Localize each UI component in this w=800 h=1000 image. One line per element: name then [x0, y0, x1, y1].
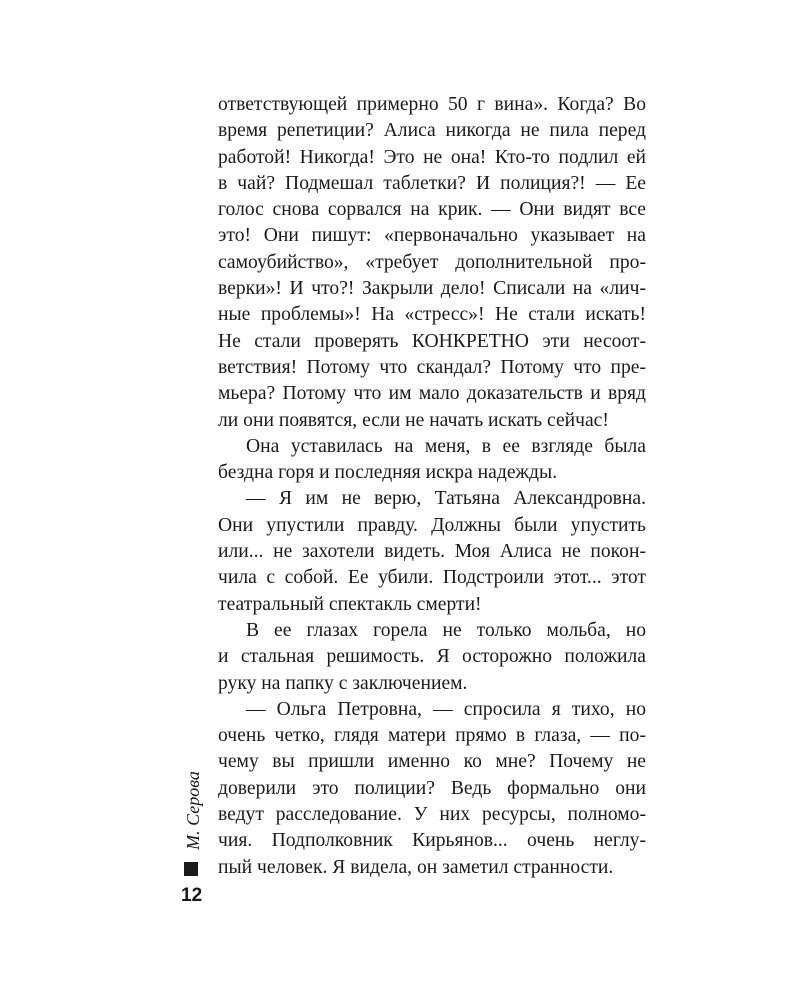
text-line: очень четко, глядя матери прямо в глаза, — по- [218, 725, 646, 747]
text-line: ные проблемы»! На «стресс»! Не стали искать! [218, 304, 646, 326]
body-text [218, 92, 646, 881]
text-line: Она уставилась на меня, в ее взгляде была [246, 435, 646, 457]
text-line: чия. Подполковник Кирьянов... очень неглу- [218, 830, 646, 852]
text-line: — Ольга Петровна, — спросила я тихо, но [246, 698, 646, 720]
text-line: В ее глазах горела не только мольба, но [246, 619, 646, 641]
text-line: и стальная решимость. Я осторожно положила [218, 646, 646, 668]
text-line: ответствующей примерно 50 г вина». Когда? Во [218, 94, 646, 115]
text-line: это! Они пишут: «первоначально указывает на [218, 225, 646, 247]
page-number: 12 [181, 885, 203, 906]
text-line: Не стали проверять КОНКРЕТНО эти несоот- [218, 330, 646, 352]
text-line: голос снова сорвался на крик. — Они видят все [218, 199, 646, 221]
square-marker [184, 862, 198, 876]
text-line: ли они появятся, если не начать искать сейчас! [218, 409, 609, 431]
text-line: мьера? Потому что им мало доказательств и вряд [218, 383, 646, 405]
text-line: работой! Никогда! Это не она! Кто-то подлил ей [218, 146, 646, 168]
text-line: пый человек. Я видела, он заметил странности. [218, 856, 614, 878]
text-line: театральный спектакль смерти! [218, 593, 482, 615]
text-line: бездна горя и последняя искра надежды. [218, 462, 558, 484]
text-line: руку на папку с заключением. [218, 672, 468, 694]
text-line: Они упустили правду. Должны были упустить [218, 514, 646, 536]
text-line: чему вы пришли именно ко мне? Почему не [218, 751, 646, 773]
text-line: доверили это полиции? Ведь формально они [218, 777, 646, 799]
text-line: ведут расследование. У них ресурсы, полномо- [218, 804, 646, 826]
text-line: в чай? Подмешал таблетки? И полиция?! — Ее [218, 172, 646, 194]
text-line: — Я им не верю, Татьяна Александровна. [246, 488, 646, 510]
text-line: самоубийство», «требует дополнительной про- [218, 251, 646, 273]
text-line: чила с собой. Ее убили. Подстроили этот... этот [218, 567, 646, 589]
text-line: верки»! И что?! Закрыли дело! Списали на «лич- [218, 278, 646, 300]
text-line: время репетиции? Алиса никогда не пила перед [218, 120, 646, 142]
author-name: М. Серова [182, 770, 203, 850]
text-line: ветствия! Потому что скандал? Потому что пре- [218, 356, 646, 378]
text-line: или... не захотели видеть. Моя Алиса не покон- [218, 541, 646, 563]
running-author [180, 770, 206, 850]
